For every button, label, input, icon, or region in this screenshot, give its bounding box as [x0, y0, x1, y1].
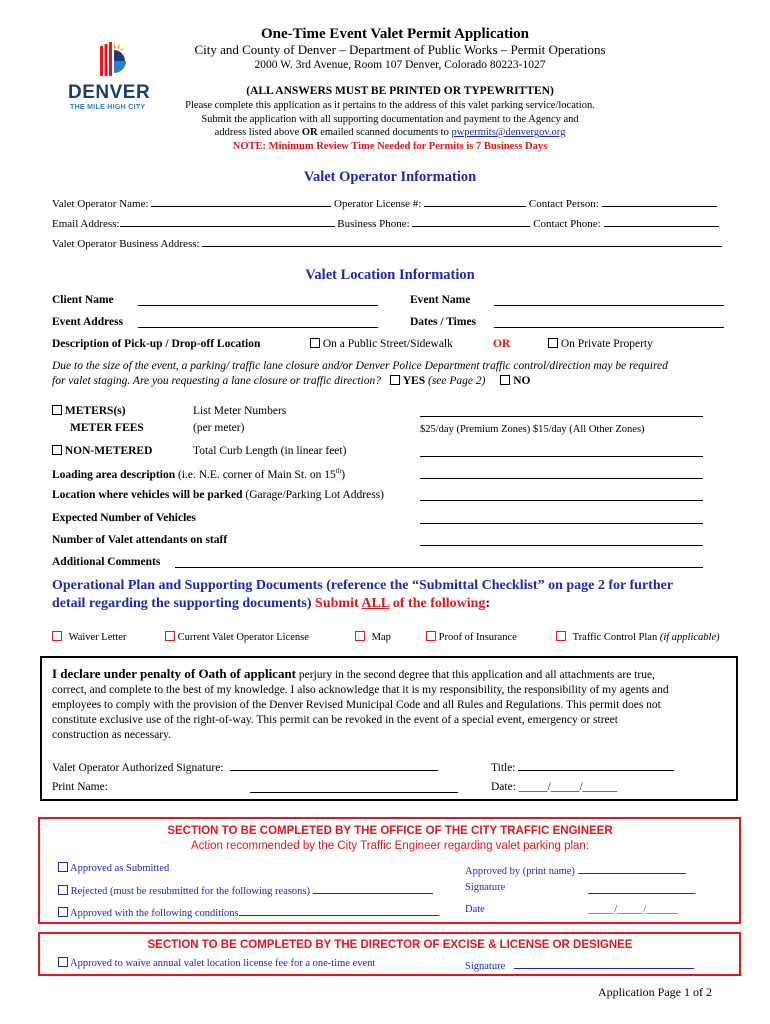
- conditions-field[interactable]: [239, 904, 439, 916]
- operator-name-field[interactable]: [151, 195, 331, 207]
- approved-checkbox[interactable]: [58, 862, 68, 872]
- business-address-label: Valet Operator Business Address:: [52, 238, 200, 250]
- email-link[interactable]: pwpermits@denvergov.org: [451, 127, 566, 138]
- closure-question-1: Due to the size of the event, a parking/ traffic lane closure and/or Denver Police Department traffic control/direction may be required: [52, 360, 668, 372]
- director-heading: SECTION TO BE COMPLETED BY THE DIRECTOR OF EXCISE & LICENSE OR DESIGNEE: [147, 939, 633, 951]
- caps-notice: (ALL ANSWERS MUST BE PRINTED OR TYPEWRITTEN): [246, 85, 554, 97]
- signature-label: Valet Operator Authorized Signature:: [52, 762, 224, 774]
- client-name-field[interactable]: [138, 294, 378, 306]
- pickup-desc-label: Description of Pick-up / Drop-off Location: [52, 338, 261, 350]
- print-name-label: Print Name:: [52, 781, 108, 793]
- instructions-2: Submit the application with all supporting documentation and payment to the Agency and: [201, 114, 579, 125]
- insurance-label: Proof of Insurance: [438, 632, 517, 643]
- signature-field[interactable]: [230, 759, 438, 771]
- client-name-label: Client Name: [52, 294, 114, 306]
- non-metered-label: NON-METERED: [64, 445, 153, 457]
- declaration-line-4: constitute exclusive use of the right-of-way. This permit can be revoked in the event of a special event, emergency or street: [52, 714, 618, 726]
- loading-area-field[interactable]: [420, 467, 703, 479]
- private-property-label: On Private Property: [560, 338, 653, 350]
- closure-yes-label: YES: [402, 375, 426, 387]
- print-name-field[interactable]: [250, 781, 458, 793]
- additional-comments-field[interactable]: [175, 556, 703, 568]
- operator-name-label: Valet Operator Name:: [52, 198, 149, 210]
- rejected-label: Rejected (must be resubmitted for the following reasons): [70, 886, 311, 897]
- declaration-line-2: correct, and complete to the best of my knowledge. I also acknowledge that it is my responsibility, the responsibility of my agents and: [52, 684, 669, 696]
- closure-no-checkbox[interactable]: [500, 375, 510, 385]
- traffic-control-checkbox[interactable]: [556, 631, 566, 641]
- operator-license-label: Current Valet Operator License: [177, 632, 309, 643]
- list-meter-numbers-label: List Meter Numbers: [193, 405, 287, 417]
- dates-times-field[interactable]: [494, 316, 724, 328]
- event-name-label: Event Name: [410, 294, 471, 306]
- date-field[interactable]: _____/_____/______: [518, 781, 618, 793]
- per-meter-label: (per meter): [193, 422, 245, 434]
- operational-heading-1: Operational Plan and Supporting Documents (reference the “Submittal Checklist” on page 2 for further: [52, 578, 674, 593]
- waive-fee-label: Approved to waive annual valet location license fee for a one-time event: [70, 958, 376, 969]
- traffic-engineer-subheading: Action recommended by the City Traffic Engineer regarding valet parking plan:: [190, 840, 590, 852]
- business-address-field[interactable]: [202, 235, 722, 247]
- approved-conditions-label: Approved with the following conditions: [70, 908, 239, 919]
- parked-location-field[interactable]: [420, 489, 703, 501]
- closure-yes-note: (see Page 2): [428, 375, 486, 387]
- operator-heading: Valet Operator Information: [303, 169, 477, 185]
- approved-by-label: Approved by (print name): [465, 866, 575, 877]
- total-curb-label: Total Curb Length (in linear feet): [193, 445, 347, 457]
- meters-label: METERS(s): [64, 405, 126, 417]
- insurance-checkbox[interactable]: [426, 631, 436, 641]
- page-title: One-Time Event Valet Permit Application: [260, 26, 530, 42]
- if-applicable-note: (if applicable): [659, 632, 720, 643]
- dates-times-label: Dates / Times: [410, 316, 477, 328]
- license-field[interactable]: [424, 195, 526, 207]
- meters-checkbox[interactable]: [52, 405, 62, 415]
- te-signature-label: Signature: [465, 882, 506, 893]
- public-street-checkbox[interactable]: [310, 338, 320, 348]
- additional-comments-label: Additional Comments: [52, 556, 161, 568]
- traffic-engineer-heading: SECTION TO BE COMPLETED BY THE OFFICE OF THE CITY TRAFFIC ENGINEER: [167, 825, 613, 837]
- closure-yes-checkbox[interactable]: [390, 375, 400, 385]
- traffic-control-label: Traffic Control Plan: [572, 632, 658, 643]
- page-number: Application Page 1 of 2: [598, 985, 712, 999]
- or-label: OR: [493, 338, 511, 350]
- te-signature-field[interactable]: [588, 882, 695, 894]
- business-phone-label: Business Phone:: [337, 218, 410, 230]
- denver-logo-mark-icon: [98, 40, 130, 78]
- closure-no-label: NO: [513, 375, 531, 387]
- instructions-1: Please complete this application as it pertains to the address of this valet parking service/location.: [185, 100, 595, 111]
- location-heading: Valet Location Information: [305, 267, 475, 283]
- map-label: Map: [371, 632, 391, 643]
- review-time-note: NOTE: Minimum Review Time Needed for Permits is 7 Business Days: [232, 141, 548, 152]
- contact-person-field[interactable]: [602, 195, 717, 207]
- non-metered-checkbox[interactable]: [52, 445, 62, 455]
- parked-location-label: Location where vehicles will be parked (Garage/Parking Lot Address): [52, 489, 384, 501]
- header-subtitle: City and County of Denver – Department of Public Works – Permit Operations: [194, 42, 606, 57]
- license-label: Operator License #:: [334, 198, 422, 210]
- approved-by-field[interactable]: [578, 862, 686, 874]
- rejected-reasons-field[interactable]: [313, 882, 433, 894]
- event-address-label: Event Address: [52, 316, 124, 328]
- logo-tagline: THE MILE HIGH CITY: [70, 104, 146, 111]
- te-date-field[interactable]: _____/_____/______: [588, 904, 678, 915]
- header-address: 2000 W. 3rd Avenue, Room 107 Denver, Colorado 80223-1027: [254, 59, 546, 71]
- declaration-line-1: I declare under penalty of Oath of applicant perjury in the second degree that this application and all attachments are true,: [52, 666, 655, 681]
- contact-phone-field[interactable]: [604, 215, 719, 227]
- title-field[interactable]: [518, 759, 674, 771]
- public-street-label: On a Public Street/Sidewalk: [322, 338, 453, 350]
- declaration-line-5: construction as necessary.: [52, 729, 172, 741]
- instructions-3: address listed above OR emailed scanned documents to pwpermits@denvergov.org: [214, 127, 566, 138]
- rejected-checkbox[interactable]: [58, 885, 68, 895]
- operational-heading-2: detail regarding the supporting documents) Submit ALL of the following:: [52, 596, 491, 611]
- meter-rates: $25/day (Premium Zones) $15/day (All Other Zones): [420, 424, 645, 435]
- logo-city: DENVER: [68, 82, 151, 103]
- expected-vehicles-field[interactable]: [420, 512, 703, 524]
- title-label: Title:: [491, 762, 516, 774]
- total-curb-field[interactable]: [420, 445, 703, 457]
- director-signature-field[interactable]: [514, 957, 694, 969]
- denver-logo: [68, 40, 168, 115]
- attendants-field[interactable]: [420, 534, 703, 546]
- business-phone-field[interactable]: [412, 215, 530, 227]
- private-property-checkbox[interactable]: [548, 338, 558, 348]
- te-date-label: Date: [465, 904, 485, 915]
- operator-license-checkbox[interactable]: [165, 631, 175, 641]
- event-name-field[interactable]: [494, 294, 724, 306]
- waiver-letter-label: Waiver Letter: [68, 632, 127, 643]
- approved-label: Approved as Submitted: [70, 863, 170, 874]
- email-field[interactable]: [120, 215, 335, 227]
- meter-fees-label: METER FEES: [70, 422, 144, 434]
- approved-conditions-checkbox[interactable]: [58, 907, 68, 917]
- director-signature-label: Signature: [465, 961, 506, 972]
- contact-phone-label: Contact Phone:: [533, 218, 601, 230]
- email-label: Email Address:: [52, 218, 120, 230]
- attendants-label: Number of Valet attendants on staff: [52, 534, 228, 546]
- closure-question-2: for valet staging. Are you requesting a lane closure or traffic direction?: [52, 375, 381, 387]
- map-checkbox[interactable]: [355, 631, 365, 641]
- expected-vehicles-label: Expected Number of Vehicles: [52, 512, 196, 524]
- loading-area-label: Loading area description (i.e. N.E. corner of Main St. on 15th): [52, 467, 346, 481]
- waive-fee-checkbox[interactable]: [58, 957, 68, 967]
- contact-person-label: Contact Person:: [528, 198, 599, 210]
- declaration-line-3: employees to comply with the provision of the Denver Revised Municipal Code and all Rules and Regulations. This permit does not: [52, 699, 661, 711]
- waiver-letter-checkbox[interactable]: [52, 631, 62, 641]
- event-address-field[interactable]: [138, 316, 378, 328]
- date-label: Date:: [491, 781, 516, 793]
- meter-numbers-field[interactable]: [420, 405, 703, 417]
